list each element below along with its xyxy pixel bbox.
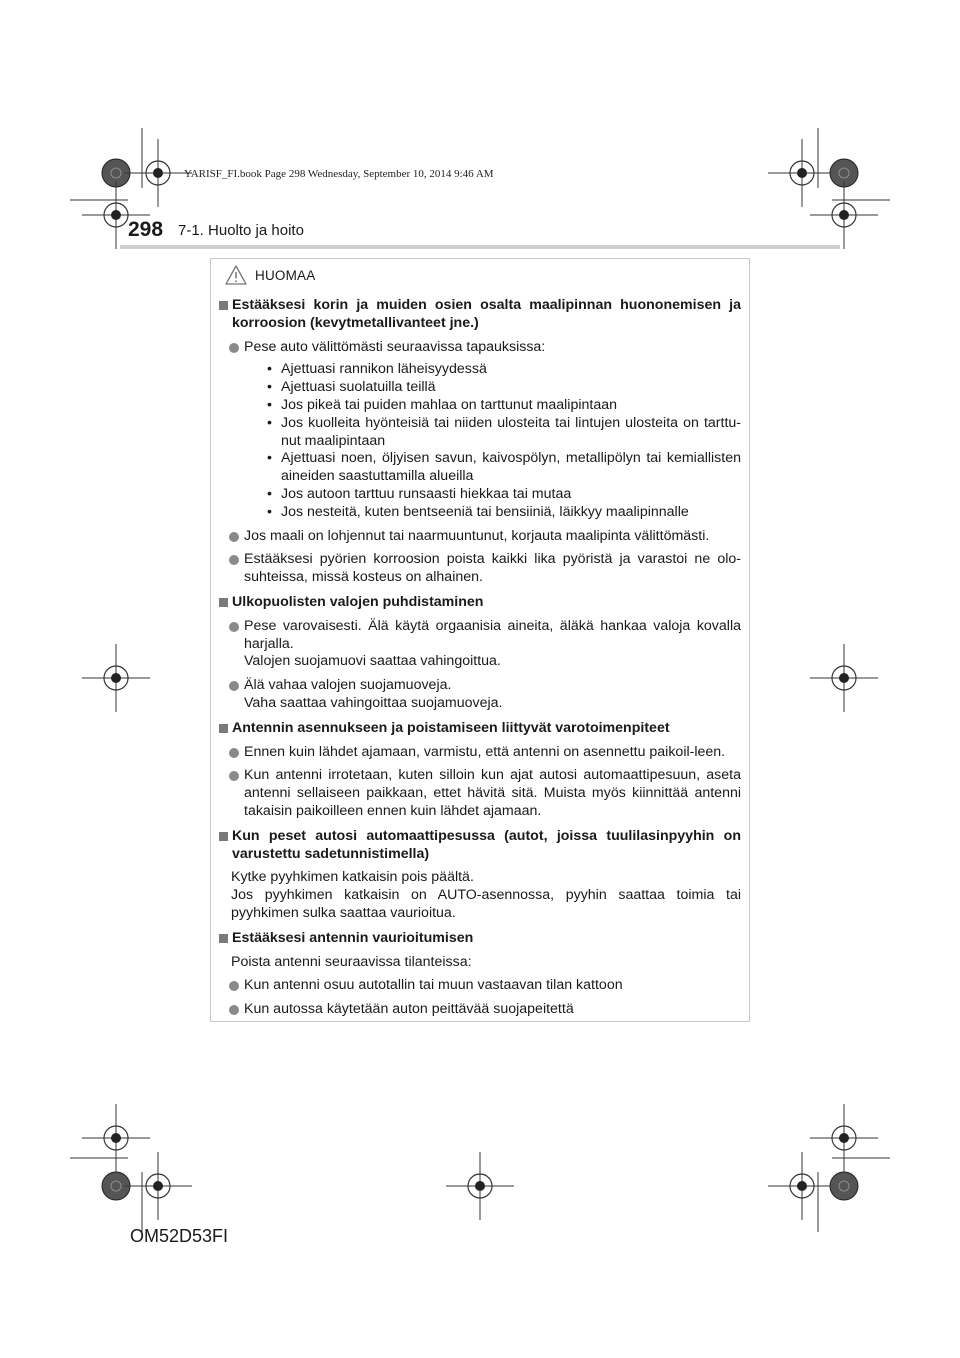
square-bullet-icon [219, 724, 228, 733]
section-heading: Estääksesi antennin vaurioitumisen [219, 930, 741, 948]
round-bullet-icon [229, 555, 239, 565]
notice-box [210, 258, 750, 1022]
paragraph: Kytke pyyhkimen katkaisin pois päältä. [231, 869, 474, 886]
section-heading: Ulkopuolisten valojen puhdistaminen [219, 594, 741, 612]
square-bullet-icon [219, 598, 228, 607]
section-title: 7-1. Huolto ja hoito [178, 222, 304, 239]
list-item: Jos maali on lohjennut tai naarmuuntunut, korjauta maalipinta välittömästi. [229, 528, 741, 546]
section-heading: Kun peset autosi automaattipesussa (autot, joissa tuulilasinpyyhin on varustettu sadetunnistimella) [219, 828, 741, 864]
warning-triangle-icon [225, 265, 247, 285]
list-item: Kun autossa käytetään auton peittävää suojapeitettä [229, 1001, 741, 1019]
sub-list-item: • Jos autoon tarttuu runsaasti hiekkaa tai mutaa [267, 485, 572, 502]
section-heading: Antennin asennukseen ja poistamiseen liittyvät varotoimenpiteet [219, 720, 741, 738]
square-bullet-icon [219, 934, 228, 943]
list-item: Kun antenni osuu autotallin tai muun vastaavan tilan kattoon [229, 977, 741, 995]
book-header: YARISF_FI.book Page 298 Wednesday, September 10, 2014 9:46 AM [184, 168, 494, 180]
section-heading: Estääksesi korin ja muiden osien osalta maalipinnan huononemisen ja korroosion (kevytmetallivanteet jne.) [219, 297, 741, 333]
list-item: Estääksesi pyörien korroosion poista kaikki lika pyöristä ja varastoi ne olo-suhteissa, missä kosteus on alhainen. [229, 551, 741, 587]
round-bullet-icon [229, 681, 239, 691]
sub-list [267, 361, 741, 521]
notice-header [225, 263, 315, 287]
notice-content [219, 297, 741, 1019]
sub-list-item: • Ajettuasi suolatuilla teillä [267, 379, 436, 396]
list-item: Pese varovaisesti. Älä käytä orgaanisia aineita, äläkä hankaa valoja kovalla harjalla. Valojen suojamuovi saattaa vahingoittua. [229, 618, 741, 671]
list-item: Älä vahaa valojen suojamuoveja. Vaha saattaa vahingoittaa suojamuoveja. [229, 677, 741, 713]
round-bullet-icon [229, 1005, 239, 1015]
square-bullet-icon [219, 301, 228, 310]
sub-list-item: • Ajettuasi rannikon läheisyydessä [267, 361, 487, 378]
list-item: Ennen kuin lähdet ajamaan, varmistu, että antenni on asennettu paikoil-leen. [229, 744, 741, 762]
round-bullet-icon [229, 771, 239, 781]
round-bullet-icon [229, 748, 239, 758]
round-bullet-icon [229, 622, 239, 632]
list-item: Pese auto välittömästi seuraavissa tapauksissa: • Ajettuasi rannikon läheisyydessä • Ajettuasi suolatuilla teillä • Jos pikeä tai puiden mahlaa on tarttunut maalipintaan • Jos kuolleita hyönteisiä tai niiden ulosteita tai lintujen ulosteita on tarttu-nut maalipintaan • Ajettuasi noen, öljyisen savun, kaivospölyn, metallipölyn tai kemiallisten aineiden saastuttamilla alueilla • Jos autoon tarttuu runsaasti hiekkaa tai mutaa • Jos nesteitä, kuten bentseeniä tai bensiiniä, läikkyy maalipinnalle [229, 339, 741, 522]
header-rule [120, 245, 840, 249]
notice-title: HUOMAA [255, 267, 316, 283]
round-bullet-icon [229, 981, 239, 991]
round-bullet-icon [229, 532, 239, 542]
square-bullet-icon [219, 832, 228, 841]
sub-list-item: • Ajettuasi noen, öljyisen savun, kaivospölyn, metallipölyn tai kemiallisten aineiden saastuttamilla alueilla [267, 450, 741, 485]
round-bullet-icon [229, 343, 239, 353]
paragraph: Poista antenni seuraavissa tilanteissa: [231, 953, 472, 970]
sub-list-item: • Jos pikeä tai puiden mahlaa on tarttunut maalipintaan [267, 396, 617, 413]
sub-list-item: • Jos nesteitä, kuten bentseeniä tai bensiiniä, läikkyy maalipinnalle [267, 503, 689, 520]
footer-code: OM52D53FI [130, 1226, 229, 1246]
list-item: Kun antenni irrotetaan, kuten silloin kun ajat autosi automaattipesuun, aseta antenni sellaiseen paikkaan, ettet hävitä sitä. Muista myös kiinnittää antenni takaisin paikoilleen ennen kuin lähdet ajamaan. [229, 767, 741, 820]
sub-list-item: • Jos kuolleita hyönteisiä tai niiden ulosteita tai lintujen ulosteita on tarttu-nut maalipintaan [267, 414, 741, 449]
paragraph: Jos pyyhkimen katkaisin on AUTO-asennossa, pyyhin saattaa toimia tai pyyhkimen sulka saattaa vaurioitua. [231, 887, 741, 921]
page-number: 298 [128, 218, 164, 241]
